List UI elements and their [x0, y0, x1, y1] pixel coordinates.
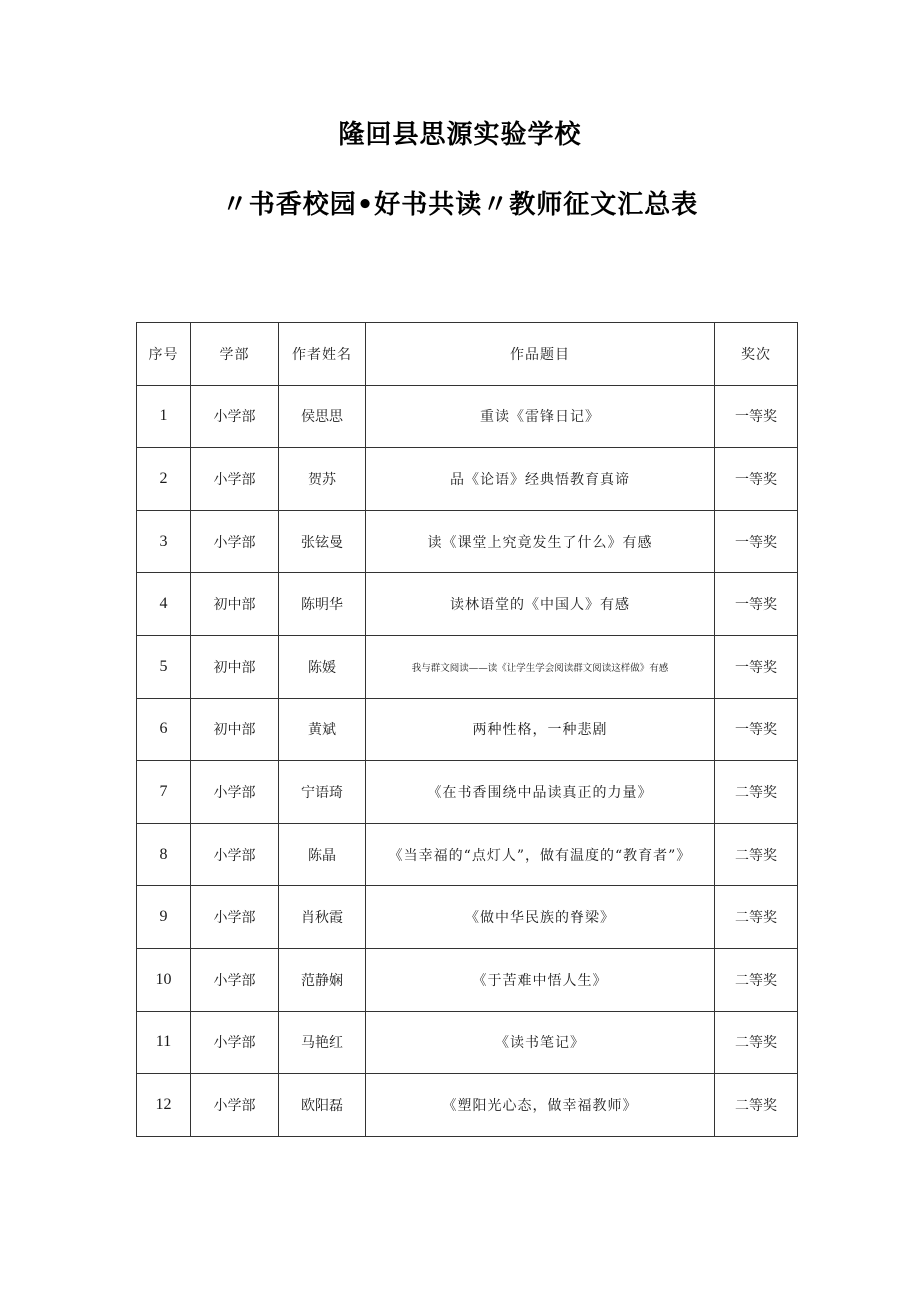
row-work-title: 读林语堂的《中国人》有感 [366, 573, 715, 636]
row-index: 12 [137, 1074, 191, 1137]
row-work-title: 《做中华民族的脊梁》 [366, 886, 715, 949]
row-department: 小学部 [191, 510, 279, 573]
row-award: 一等奖 [715, 698, 798, 761]
row-work-title: 读《课堂上究竟发生了什么》有感 [366, 510, 715, 573]
row-author: 张铉曼 [279, 510, 366, 573]
row-index: 2 [137, 448, 191, 511]
row-department: 小学部 [191, 385, 279, 448]
table-row [137, 886, 798, 949]
row-index: 7 [137, 761, 191, 824]
header-department: 学部 [191, 323, 279, 386]
row-award: 一等奖 [715, 573, 798, 636]
table-row [137, 1074, 798, 1137]
row-work-title: 《在书香围绕中品读真正的力量》 [366, 761, 715, 824]
row-author: 陈媛 [279, 635, 366, 698]
table-row [137, 698, 798, 761]
row-work-title: 两种性格，一种悲剧 [366, 698, 715, 761]
row-author: 贺苏 [279, 448, 366, 511]
table-row [137, 510, 798, 573]
row-index: 9 [137, 886, 191, 949]
row-department: 小学部 [191, 1011, 279, 1074]
row-department: 初中部 [191, 698, 279, 761]
row-index: 10 [137, 948, 191, 1011]
row-award: 二等奖 [715, 948, 798, 1011]
table-row [137, 635, 798, 698]
row-work-title: 品《论语》经典悟教育真谛 [366, 448, 715, 511]
row-department: 小学部 [191, 1074, 279, 1137]
table-row [137, 761, 798, 824]
table-row [137, 823, 798, 886]
table-header-row [137, 323, 798, 386]
row-author: 范静娴 [279, 948, 366, 1011]
row-work-title: 重读《雷锋日记》 [366, 385, 715, 448]
header-work-title: 作品题目 [366, 323, 715, 386]
header-award: 奖次 [715, 323, 798, 386]
row-award: 一等奖 [715, 448, 798, 511]
row-award: 一等奖 [715, 635, 798, 698]
row-author: 宁语琦 [279, 761, 366, 824]
row-work-title: 我与群文阅读——读《让学生学会阅读群文阅读这样做》有感 [366, 635, 715, 698]
table-row [137, 573, 798, 636]
row-index: 11 [137, 1011, 191, 1074]
row-award: 一等奖 [715, 385, 798, 448]
row-author: 欧阳磊 [279, 1074, 366, 1137]
row-index: 1 [137, 385, 191, 448]
header-index: 序号 [137, 323, 191, 386]
row-author: 马艳红 [279, 1011, 366, 1074]
table-row [137, 448, 798, 511]
row-award: 二等奖 [715, 761, 798, 824]
row-work-title: 《于苦难中悟人生》 [366, 948, 715, 1011]
row-author: 陈晶 [279, 823, 366, 886]
row-work-title: 《当幸福的“点灯人”，做有温度的“教育者”》 [366, 823, 715, 886]
row-author: 侯思思 [279, 385, 366, 448]
essay-summary-table [136, 322, 798, 1137]
row-index: 3 [137, 510, 191, 573]
row-award: 二等奖 [715, 886, 798, 949]
row-award: 二等奖 [715, 1074, 798, 1137]
row-department: 小学部 [191, 823, 279, 886]
row-index: 4 [137, 573, 191, 636]
row-work-title: 《读书笔记》 [366, 1011, 715, 1074]
row-award: 一等奖 [715, 510, 798, 573]
row-department: 初中部 [191, 573, 279, 636]
row-department: 小学部 [191, 448, 279, 511]
row-index: 8 [137, 823, 191, 886]
table-row [137, 385, 798, 448]
row-department: 小学部 [191, 886, 279, 949]
row-author: 黄斌 [279, 698, 366, 761]
row-award: 二等奖 [715, 1011, 798, 1074]
document-title: 隆回县思源实验学校 [338, 120, 582, 150]
table-row [137, 948, 798, 1011]
table-row [137, 1011, 798, 1074]
header-author: 作者姓名 [279, 323, 366, 386]
row-department: 小学部 [191, 761, 279, 824]
row-department: 初中部 [191, 635, 279, 698]
row-award: 二等奖 [715, 823, 798, 886]
row-index: 5 [137, 635, 191, 698]
row-author: 肖秋霞 [279, 886, 366, 949]
row-department: 小学部 [191, 948, 279, 1011]
row-index: 6 [137, 698, 191, 761]
row-author: 陈明华 [279, 573, 366, 636]
document-subtitle: 〃书香校园•好书共读〃教师征文汇总表 [221, 190, 699, 220]
row-work-title: 《塑阳光心态，做幸福教师》 [366, 1074, 715, 1137]
